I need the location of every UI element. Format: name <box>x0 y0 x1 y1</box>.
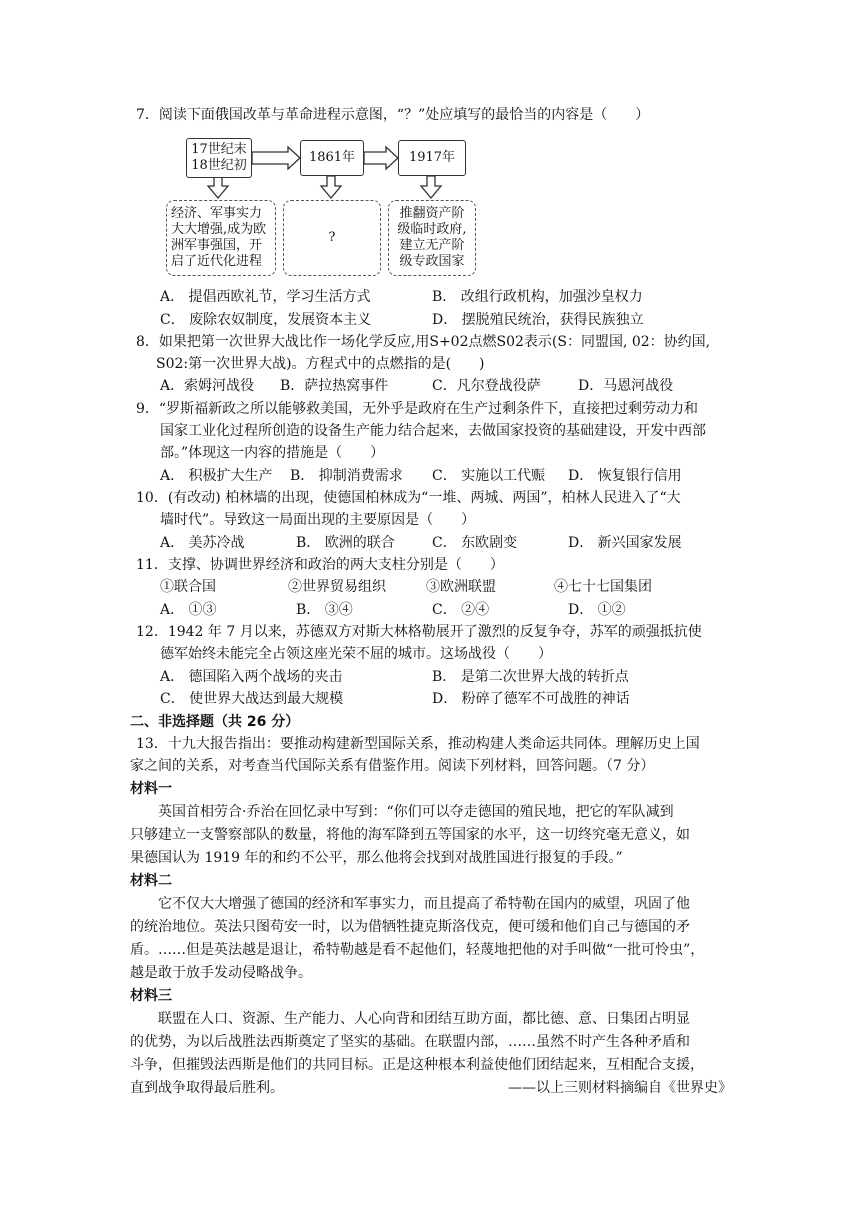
q12-option-a: A． 德国陷入两个战场的夹击 <box>160 669 343 685</box>
q9-option-d: D． 恢复银行信用 <box>568 468 682 484</box>
material-1-title: 材料一 <box>130 781 172 797</box>
q13-line1: 13．十九大报告指出：要推动构建新型国际关系，推动构建人类命运共同体。理解历史上国 <box>136 736 700 752</box>
q10-option-a: A． 美苏冷战 <box>160 535 245 551</box>
q8-line2: S02:第一次世界大战)。方程式中的点燃指的是( ) <box>156 356 485 372</box>
q12-line1: 12．1942 年 7 月以来，苏德双方对斯大林格勒展开了激烈的反复争夺，苏军的顽强抵抗使 <box>136 624 702 640</box>
q11-option-a: A． ①③ <box>160 602 217 618</box>
arrow-right-icon <box>252 147 300 169</box>
desc3-line: 推翻资产阶 <box>399 206 465 221</box>
q10-option-c: C． 东欧剧变 <box>432 535 518 551</box>
box1-line2: 18世纪初 <box>191 158 247 173</box>
arrow-down-icon <box>208 176 228 198</box>
q11-item-2: ②世界贸易组织 <box>288 579 386 595</box>
q11-item-3: ③欧洲联盟 <box>426 579 496 595</box>
q7-option-a: A． 提倡西欧礼节，学习生活方式 <box>160 289 371 305</box>
q11-option-c: C． ②④ <box>432 602 490 618</box>
q8-line1: 8．如果把第一次世界大战比作一场化学反应,用S+02点燃S02表示(S：同盟国, 02：协约国, <box>136 334 711 350</box>
q8-option-d: D．马恩河战役 <box>578 378 674 394</box>
q11-item-1: ①联合国 <box>160 579 216 595</box>
q10-line2: 墙时代”。导致这一局面出现的主要原因是（ ） <box>160 512 476 528</box>
desc-box-2 <box>283 200 381 276</box>
q12-option-c: C． 使世界大战达到最大规模 <box>160 691 344 707</box>
q12-option-d: D． 粉碎了德军不可战胜的神话 <box>432 691 630 707</box>
q9-line2: 国家工业化过程所创造的设备生产能力结合起来，去做国家投资的基础建设，开发中西部 <box>160 423 706 439</box>
arrow-right-icon <box>364 147 398 169</box>
q7-option-b: B． 改组行政机构，加强沙皇权力 <box>432 289 643 305</box>
arrow-down-icon <box>321 176 341 198</box>
arrow-down-icon <box>421 176 441 198</box>
desc3-line: 级临时政府, <box>397 222 467 237</box>
box1-line1: 17世纪末 <box>191 142 247 157</box>
q7-option-d: D． 摆脱殖民统治，获得民族独立 <box>432 312 644 328</box>
material-3-line4: 直到战争取得最后胜利。 <box>130 1080 284 1096</box>
material-3-line2: 的优势，为以后战胜法西斯奠定了坚实的基础。在联盟内部，……虽然不时产生各种矛盾和 <box>130 1034 690 1050</box>
material-2-line3: 盾。……但是英法越是退让，希特勒越是看不起他们，轻蔑地把他的对手叫做“一批可怜虫”， <box>130 942 705 958</box>
question-mark: ? <box>328 230 336 245</box>
q11-line1: 11．支撑、协调世界经济和政治的两大支柱分别是（ ） <box>136 557 504 573</box>
desc1-line: 洲军事强国，开 <box>171 238 263 253</box>
desc1-line: 大大增强,成为欧 <box>171 222 267 237</box>
material-1-line3: 果德国认为 1919 年的和约不公平，那么他将会找到对战胜国进行报复的手段。” <box>130 850 623 866</box>
q12-line2: 德军始终未能完全占领这座光荣不屈的城市。这场战役（ ） <box>160 646 552 662</box>
q11-item-4: ④七十七国集团 <box>554 579 652 595</box>
q10-option-b: B． 欧洲的联合 <box>296 535 395 551</box>
q7-stem: 7．阅读下面俄国改革与革命进程示意图，“？”处应填写的最恰当的内容是（ ） <box>136 107 650 123</box>
q9-line1: 9．“罗斯福新政之所以能够救美国，无外乎是政府在生产过剩条件下，直接把过剩劳动力和 <box>136 401 699 417</box>
timeline-box-2 <box>300 140 364 176</box>
box3-label: 1917年 <box>408 150 456 165</box>
desc1-line: 启了近代化进程 <box>171 254 263 269</box>
q11-option-d: D． ①② <box>568 602 626 618</box>
q8-option-b: B．萨拉热窝事件 <box>280 378 389 394</box>
q9-option-c: C． 实施以工代赈 <box>432 468 546 484</box>
q9-line3: 部。”体现这一内容的措施是（ ） <box>160 445 385 461</box>
box2-label: 1861年 <box>308 150 356 165</box>
desc3-line: 级专政国家 <box>399 254 465 269</box>
desc1-line: 经济、军事实力 <box>171 206 263 221</box>
q13-line2: 家之间的关系，对考查当代国际关系有借鉴作用。阅读下列材料，回答问题。（7 分） <box>130 758 655 774</box>
desc-box-3 <box>388 200 476 276</box>
q10-option-d: D． 新兴国家发展 <box>568 535 682 551</box>
q12-option-b: B． 是第二次世界大战的转折点 <box>432 669 629 685</box>
material-2-line1: 它不仅大大增强了德国的经济和军事实力，而且提高了希特勒在国内的威望，巩固了他 <box>158 896 690 912</box>
material-3-line3: 斗争，但摧毁法西斯是他们的共同目标。正是这种根本利益使他们团结起来，互相配合支援， <box>130 1057 704 1073</box>
q9-option-a: A． 积极扩大生产 <box>160 468 273 484</box>
material-1-line2: 只够建立一支警察部队的数量，将他的海军降到五等国家的水平，这一切终究毫无意义，如 <box>130 827 690 843</box>
timeline-box-3 <box>398 140 466 176</box>
q9-option-b: B． 抑制消费需求 <box>290 468 403 484</box>
material-3-title: 材料三 <box>130 988 172 1004</box>
section-heading: 二、非选择题（共 26 分） <box>130 714 300 730</box>
desc-box-1 <box>166 200 276 276</box>
timeline-box-1 <box>186 138 252 178</box>
material-source: ——以上三则材料摘编自《世界史》 <box>508 1080 732 1096</box>
q7-option-c: C． 废除农奴制度，发展资本主义 <box>160 312 372 328</box>
material-3-line1: 联盟在人口、资源、生产能力、人心向背和团结互助方面，都比德、意、日集团占明显 <box>158 1011 690 1027</box>
material-2-line2: 的统治地位。英法只图苟安一时，以为借牺牲捷克斯洛伐克，便可缓和他们自己与德国的矛 <box>130 919 690 935</box>
material-2-title: 材料二 <box>130 873 172 889</box>
q11-option-b: B． ③④ <box>296 602 353 618</box>
q8-option-c: C．凡尔登战役萨 <box>432 378 541 394</box>
q10-line1: 10．(有改动) 柏林墙的出现，使德国柏林成为“一堆、两城、两国”，柏林人民进入了“大 <box>136 490 681 506</box>
q8-option-a: A．索姆河战役 <box>160 378 255 394</box>
material-1-line1: 英国首相劳合·乔治在回忆录中写到：“你们可以夺走德国的殖民地，把它的军队减到 <box>158 804 674 820</box>
material-2-line4: 越是敢于放手发动侵略战争。 <box>130 965 312 981</box>
desc3-line: 建立无产阶 <box>399 238 465 253</box>
